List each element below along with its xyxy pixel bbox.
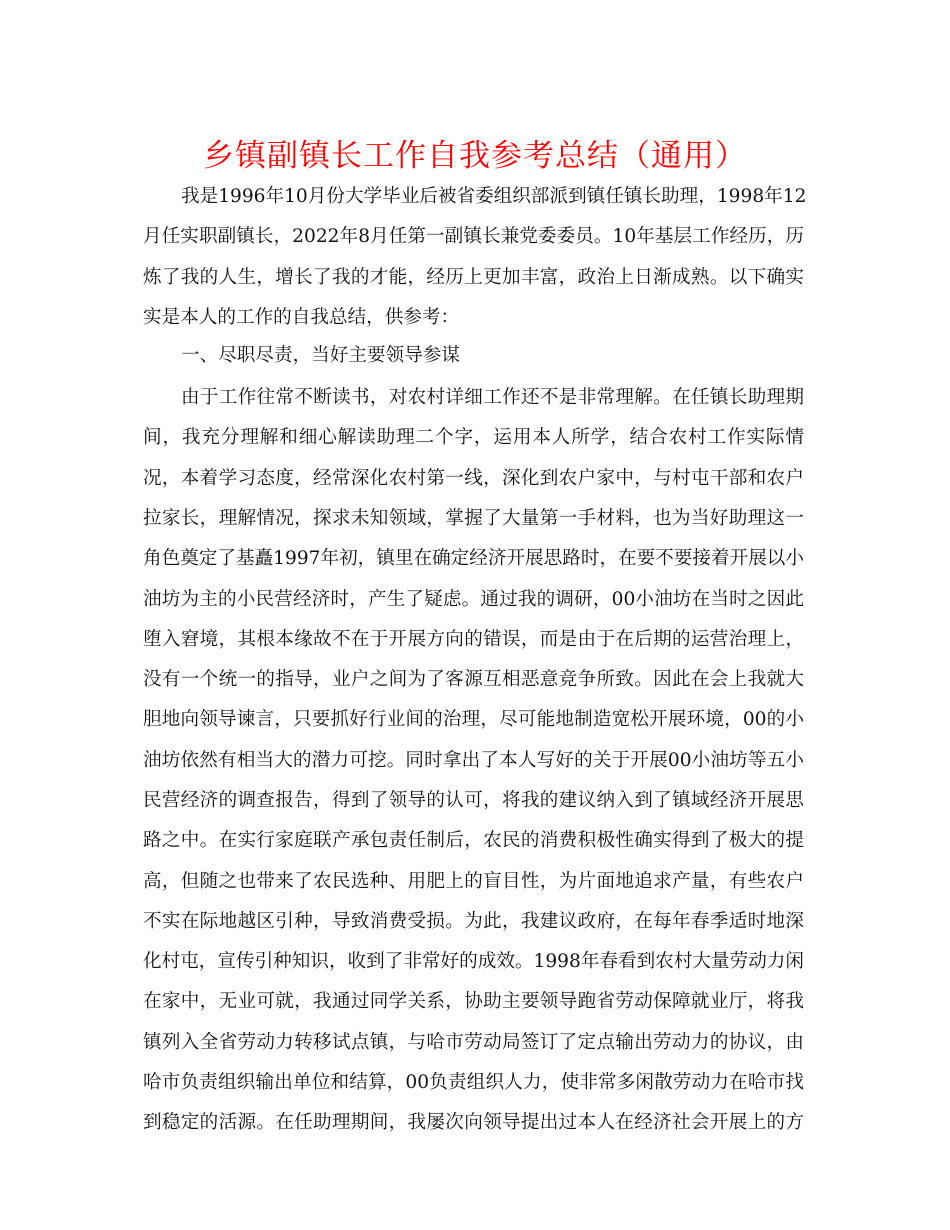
paragraph-line: 镇列入全省劳动力转移试点镇，与哈市劳动局签订了定点输出劳动力的协议，由 — [143, 1032, 804, 1053]
paragraph-line: 由于工作往常不断读书，对农村详细工作还不是非常理解。在任镇长助理期 — [181, 387, 804, 408]
document-title: 乡镇副镇长工作自我参考总结（通用） — [203, 138, 747, 174]
paragraph-line: 路之中。在实行家庭联产承包责任制后，农民的消费积极性确实得到了极大的提 — [143, 830, 804, 851]
paragraph-line: 哈市负责组织输出单位和结算，00负责组织人力，使非常多闲散劳动力在哈市找 — [143, 1072, 804, 1093]
paragraph-line: 我是1996年10月份大学毕业后被省委组织部派到镇任镇长助理，1998年12 — [181, 186, 807, 207]
paragraph-line: 没有一个统一的指导，业户之间为了客源互相恶意竞争所致。因此在会上我就大 — [143, 669, 804, 690]
paragraph-line: 在家中，无业可就，我通过同学关系，协助主要领导跑省劳动保障就业厅，将我 — [143, 991, 804, 1012]
paragraph-line: 油坊为主的小民营经济时，产生了疑虑。通过我的调研，00小油坊在当时之因此 — [143, 589, 804, 610]
paragraph-line: 月任实职副镇长，2022年8月任第一副镇长兼党委委员。10年基层工作经历，历 — [143, 226, 804, 247]
paragraph-line: 油坊依然有相当大的潜力可挖。同时拿出了本人写好的关于开展00小油坊等五小 — [143, 750, 804, 771]
paragraph-line: 况，本着学习态度，经常深化农村第一线，深化到农户家中，与村屯干部和农户 — [143, 468, 804, 489]
paragraph-line: 炼了我的人生，增长了我的才能，经历上更加丰富，政治上日渐成熟。以下确实 — [143, 267, 804, 288]
paragraph-line: 角色奠定了基矗1997年初，镇里在确定经济开展思路时，在要不要接着开展以小 — [143, 548, 804, 569]
paragraph-line: 高，但随之也带来了农民选种、用肥上的盲目性，为片面地追求产量，有些农户 — [143, 871, 804, 892]
paragraph-line: 间，我充分理解和细心解读助理二个字，运用本人所学，结合农村工作实际情 — [143, 427, 804, 448]
paragraph-line: 化村屯，宣传引种知识，收到了非常好的成效。1998年春看到农村大量劳动力闲 — [143, 951, 804, 972]
paragraph-line: 拉家长，理解情况，探求未知领域，掌握了大量第一手材料，也为当好助理这一 — [143, 508, 804, 529]
section-heading: 一、尽职尽责，当好主要领导参谋 — [181, 345, 460, 366]
paragraph-line: 胆地向领导谏言，只要抓好行业间的治理，尽可能地制造宽松开展环境，00的小 — [143, 709, 804, 730]
paragraph-line: 不实在际地越区引种，导致消费受损。为此，我建议政府，在每年春季适时地深 — [143, 911, 804, 932]
paragraph-line: 到稳定的活源。在任助理期间，我屡次向领导提出过本人在经济社会开展上的方 — [143, 1112, 804, 1133]
paragraph-line: 民营经济的调查报告，得到了领导的认可，将我的建议纳入到了镇域经济开展思 — [143, 790, 804, 811]
paragraph-line: 堕入窘境，其根本缘故不在于开展方向的错误，而是由于在后期的运营治理上， — [143, 629, 804, 650]
paragraph-line: 实是本人的工作的自我总结，供参考： — [143, 307, 460, 328]
